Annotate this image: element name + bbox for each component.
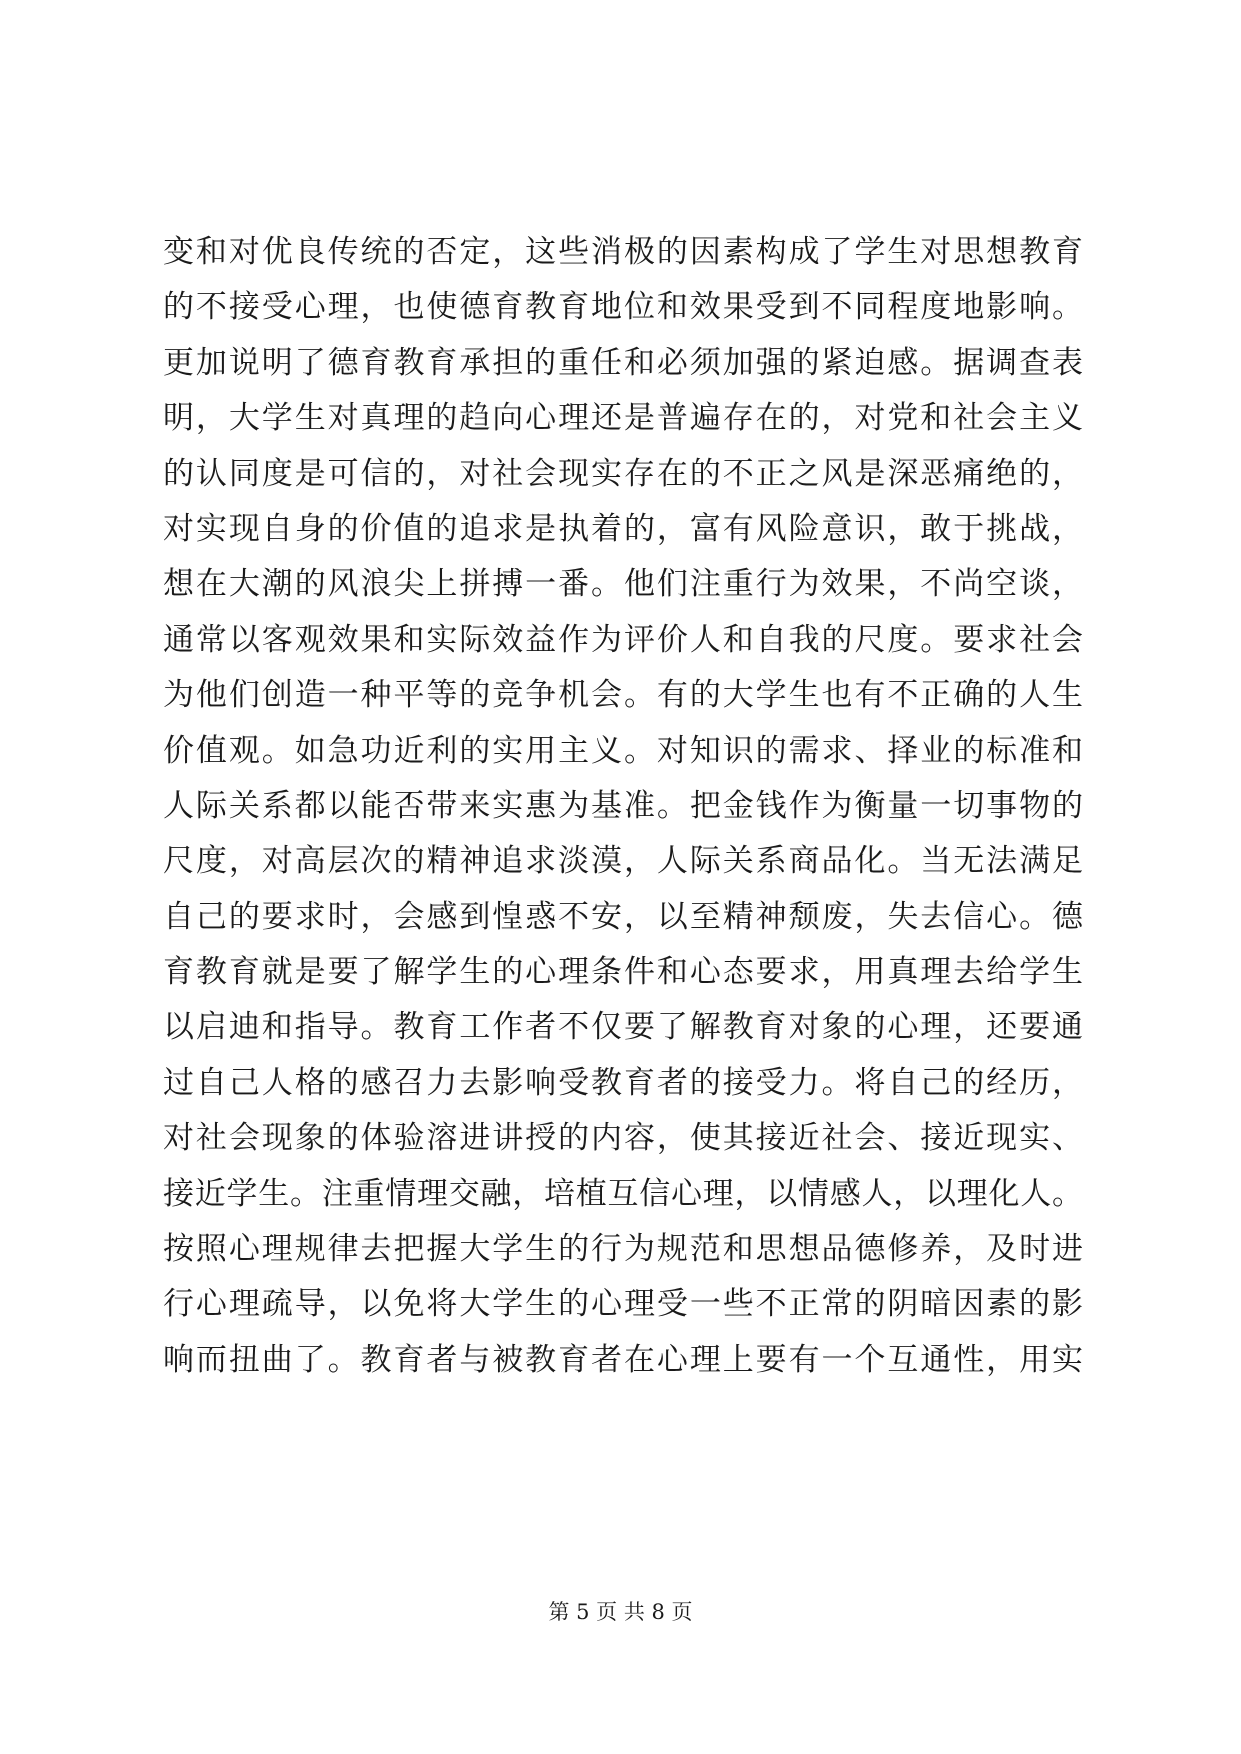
text-line: 育教育就是要了解学生的心理条件和心态要求，用真理去给学生 bbox=[163, 954, 1083, 991]
text-line: 人际关系都以能否带来实惠为基准。把金钱作为衡量一切事物的 bbox=[163, 787, 1083, 824]
text-line: 价值观。如急功近利的实用主义。对知识的需求、择业的标准和 bbox=[163, 732, 1083, 769]
text-line: 的不接受心理，也使德育教育地位和效果受到不同程度地影响。 bbox=[163, 289, 1083, 326]
text-line: 想在大潮的风浪尖上拼搏一番。他们注重行为效果，不尚空谈， bbox=[163, 566, 1083, 603]
body-text bbox=[163, 225, 1083, 1388]
text-line: 明，大学生对真理的趋向心理还是普遍存在的，对党和社会主义 bbox=[163, 400, 1083, 437]
page-number-footer: 第 5 页 共 8 页 bbox=[548, 1600, 693, 1624]
text-line: 以启迪和指导。教育工作者不仅要了解教育对象的心理，还要通 bbox=[163, 1009, 1083, 1046]
text-line: 行心理疏导，以免将大学生的心理受一些不正常的阴暗因素的影 bbox=[163, 1286, 1083, 1323]
text-line: 更加说明了德育教育承担的重任和必须加强的紧迫感。据调查表 bbox=[163, 344, 1083, 381]
text-line: 过自己人格的感召力去影响受教育者的接受力。将自己的经历， bbox=[163, 1064, 1083, 1101]
text-line: 对社会现象的体验溶进讲授的内容，使其接近社会、接近现实、 bbox=[163, 1120, 1083, 1157]
text-line: 按照心理规律去把握大学生的行为规范和思想品德修养，及时进 bbox=[163, 1231, 1083, 1268]
text-line: 尺度，对高层次的精神追求淡漠，人际关系商品化。当无法满足 bbox=[163, 843, 1083, 880]
text-line: 对实现自身的价值的追求是执着的，富有风险意识，敢于挑战， bbox=[163, 510, 1083, 547]
text-line: 接近学生。注重情理交融，培植互信心理，以情感人，以理化人。 bbox=[163, 1175, 1083, 1212]
text-line: 的认同度是可信的，对社会现实存在的不正之风是深恶痛绝的， bbox=[163, 455, 1083, 492]
text-line: 变和对优良传统的否定，这些消极的因素构成了学生对思想教育 bbox=[163, 234, 1083, 270]
text-line: 为他们创造一种平等的竞争机会。有的大学生也有不正确的人生 bbox=[163, 677, 1083, 714]
text-line: 响而扭曲了。教育者与被教育者在心理上要有一个互通性，用实 bbox=[163, 1341, 1083, 1378]
text-line: 通常以客观效果和实际效益作为评价人和自我的尺度。要求社会 bbox=[163, 621, 1083, 658]
text-line: 自己的要求时，会感到惶惑不安，以至精神颓废，失去信心。德 bbox=[163, 898, 1083, 935]
